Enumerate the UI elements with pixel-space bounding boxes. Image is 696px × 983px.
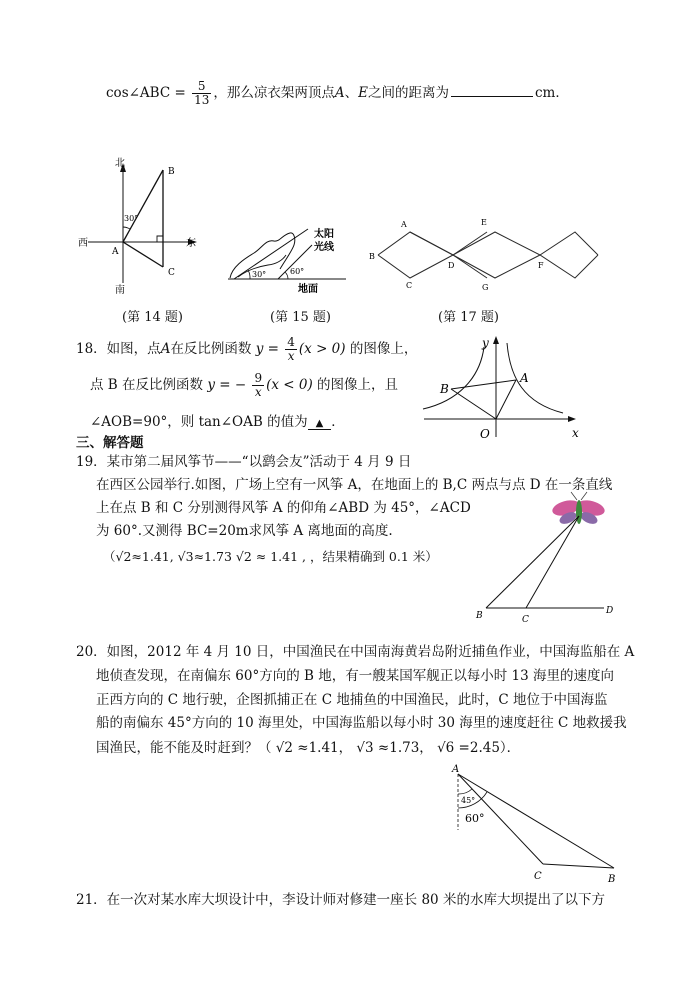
q18-x-axis-label: x: [572, 426, 579, 440]
fig14-east-label: 东: [186, 238, 196, 249]
q13-separator: 、: [344, 85, 359, 101]
fig15-sun-label-1: 太阳: [314, 229, 334, 240]
q21-line-1: 21．在一次对某水库大坝设计中，李设计师对修建一座长 80 米的水库大坝提出了以下方: [76, 892, 605, 908]
caption-17: (第 17 题): [438, 310, 499, 325]
q18-text-3-end: ．: [331, 414, 345, 430]
q19-line-5: （√2≈1.41, √3≈1.73 √2 ≈ 1.41 , ，结果精确到 0.1 米）: [103, 549, 438, 564]
q13-text-a: ，那么凉衣架两顶点: [213, 85, 335, 101]
fig14-point-a: A: [112, 247, 119, 257]
q18-func2-lhs: y = −: [207, 377, 247, 393]
q20-line-1: 20．如图，2012 年 4 月 10 日，中国渔民在中国南海黄岩岛附近捕鱼作业，中国海监船在 A: [76, 644, 635, 660]
q18-text-3: ∠AOB=90°，则 tan∠OAB 的值为: [90, 414, 308, 430]
q18-func1-lhs: y =: [255, 341, 279, 357]
q20-line-4: 船的南偏东 45°方向的 10 海里处，中国海监船以每小时 30 海里的速度赶往 C 地救援我: [96, 715, 627, 731]
q18-text-2c: 的图像上，且: [317, 377, 399, 393]
q20-point-a: A: [452, 764, 460, 775]
caption-14: (第 14 题): [122, 310, 183, 325]
fig15-angle-60: 60°: [290, 267, 305, 276]
q18-func2-den: x: [254, 385, 262, 399]
fig17-point-b: B: [369, 252, 375, 261]
q18-text-1b: 在反比例函数: [170, 341, 252, 357]
q18-line-2: [90, 372, 398, 399]
q13-line: [106, 80, 569, 107]
figure-17: [366, 215, 606, 295]
fig14-angle-label: 30°: [124, 214, 139, 223]
q18-point-a-label: A: [520, 371, 529, 385]
q20-line-2: 地侦查发现，在南偏东 60°方向的 B 地，有一艘某国军舰正以每小时 13 海里的速度向: [96, 668, 614, 684]
section-3-heading: 三、解答题: [76, 435, 144, 451]
fig14-point-b: B: [168, 167, 175, 177]
q18-line-3: [90, 410, 345, 430]
q18-func1-domain: (x > 0): [298, 341, 346, 357]
fig15-sun-label-2: 光线: [314, 242, 334, 253]
fraction-numerator: 5: [192, 80, 211, 94]
q20-point-b: B: [608, 874, 616, 885]
fig17-point-c: C: [406, 281, 413, 290]
q18-func2-fraction: [252, 372, 264, 399]
fraction-5-13: [192, 80, 211, 107]
q18-func1-num: 4: [287, 335, 295, 349]
q13-unit: cm．: [534, 85, 569, 101]
q18-func2-domain: (x < 0): [266, 377, 313, 393]
q18-func1-den: x: [287, 349, 295, 363]
q13-point-a: A: [334, 85, 345, 101]
answer-blank: [451, 84, 533, 97]
q19-point-c: C: [522, 615, 529, 625]
caption-15: (第 15 题): [270, 310, 331, 325]
cos-expression: cos∠ABC =: [106, 85, 186, 101]
q20-line-5: 国渔民，能不能及时赶到？（ √2 ≈1.41， √3 ≈1.73， √6 =2.45）．: [96, 740, 521, 756]
q20-line-3: 正西方向的 C 地行驶，企图抓捕正在 C 地捕鱼的中国渔民，此时，C 地位于中国海监: [96, 692, 608, 708]
q20-angle-45: 45°: [461, 796, 476, 805]
q18-origin-label: O: [480, 427, 490, 441]
q19-line-4: 为 60°.又测得 BC=20m求风筝 A 离地面的高度.: [96, 523, 393, 539]
fig17-point-a: A: [401, 220, 407, 229]
fig17-point-d: D: [448, 261, 455, 270]
q18-graph: [418, 333, 598, 443]
q19-point-b: B: [476, 611, 483, 621]
q13-text-b: 之间的距离为: [367, 85, 449, 101]
fig14-west-label: 西: [78, 238, 88, 249]
q18-y-axis-label: y: [482, 336, 489, 350]
figure-14: [76, 155, 206, 295]
q19-point-d: D: [606, 606, 614, 616]
q19-line-1: 19．某市第二届风筝节——“以鹞会友”活动于 4 月 9 日: [76, 454, 412, 470]
q19-figure: [470, 490, 620, 625]
q20-angle-60: 60°: [465, 812, 485, 825]
q20-point-c: C: [534, 871, 542, 882]
fig15-ground-label: 地面: [298, 284, 318, 295]
q20-figure: [448, 760, 628, 890]
q19-line-3: 上在点 B 和 C 分别测得风筝 A 的仰角∠ABD 为 45°，∠ACD: [96, 500, 471, 516]
q18-text-2a: 点 B 在反比例函数: [90, 377, 204, 393]
q18-point-b-label: B: [440, 382, 449, 396]
fig17-point-e: E: [481, 218, 487, 227]
q18-text-1a: 18．如图，点: [76, 341, 161, 357]
fig15-angle-30: 30°: [252, 270, 267, 279]
figure-15: [210, 215, 350, 295]
kite-icon: [551, 492, 607, 526]
fig14-point-c: C: [168, 268, 175, 278]
q18-line-1: [76, 336, 417, 363]
q18-answer-mark: ▲: [308, 418, 332, 430]
q18-func2-num: 9: [254, 371, 263, 385]
q13-point-e: E: [358, 85, 368, 101]
fig17-point-f: F: [538, 261, 544, 270]
q19-line-2: 在西区公园举行.如图，广场上空有一风筝 A，在地面上的 B,C 两点与点 D 在一条直线: [96, 477, 613, 493]
fig17-point-g: G: [482, 283, 489, 292]
q18-func1-fraction: [285, 336, 297, 363]
fraction-denominator: 13: [194, 93, 210, 107]
fig14-south-label: 南: [115, 285, 125, 295]
q18-point-a: A: [160, 341, 171, 357]
q18-text-1c: 的图像上，: [349, 341, 418, 357]
fig14-north-label: 北: [115, 158, 125, 169]
